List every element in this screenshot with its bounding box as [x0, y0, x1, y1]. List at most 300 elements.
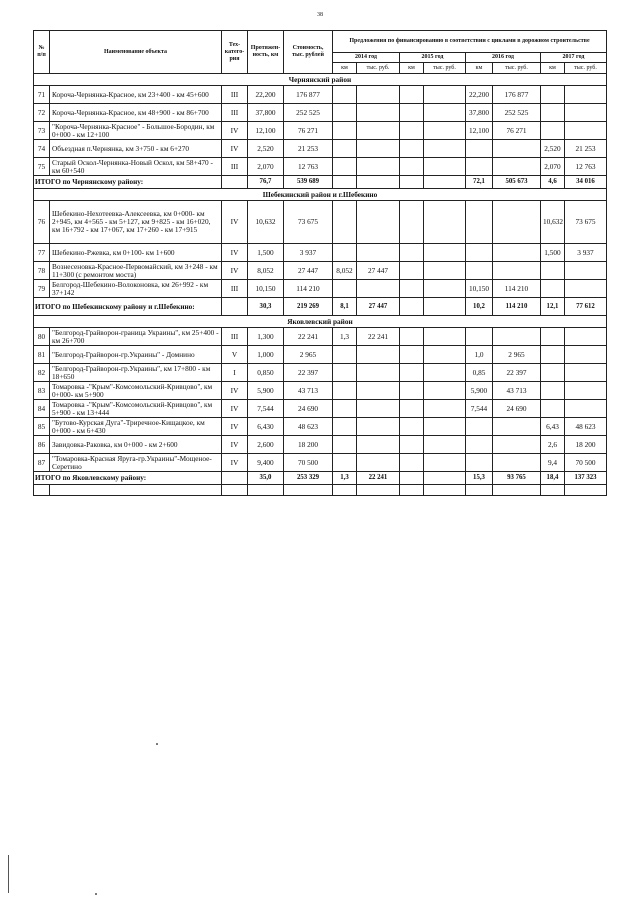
financing-y2015rub [424, 140, 466, 158]
row-number: 71 [34, 86, 50, 104]
table-row [34, 122, 607, 140]
empty-cell [50, 485, 222, 496]
financing-y2015km [400, 86, 424, 104]
financing-y2015km [400, 382, 424, 400]
financing-y2017rub: 48 623 [565, 418, 607, 436]
table-row [34, 104, 607, 122]
table-header [34, 31, 607, 74]
row-number: 73 [34, 122, 50, 140]
financing-y2015km [400, 244, 424, 262]
road-cost: 73 675 [284, 201, 333, 244]
table-row [34, 280, 607, 298]
financing-y2014rub [357, 244, 400, 262]
financing-y2015rub [424, 364, 466, 382]
total-y2017rub: 77 612 [565, 298, 607, 316]
road-category: I [222, 364, 248, 382]
section-header-row [34, 316, 607, 328]
empty-cell [541, 485, 565, 496]
financing-y2014km: 8,052 [333, 262, 357, 280]
financing-y2014km [333, 346, 357, 364]
financing-y2016rub: 2 965 [493, 346, 541, 364]
financing-y2015km [400, 280, 424, 298]
row-number: 72 [34, 104, 50, 122]
road-category: IV [222, 140, 248, 158]
total-y2017km: 4,6 [541, 176, 565, 189]
road-category: III [222, 86, 248, 104]
header-unit-rub: тыс. руб. [357, 63, 400, 74]
empty-cell [565, 485, 607, 496]
financing-y2014km [333, 382, 357, 400]
financing-y2016km: 1,0 [466, 346, 493, 364]
financing-y2014rub [357, 400, 400, 418]
financing-y2014km [333, 280, 357, 298]
financing-y2015km [400, 364, 424, 382]
scan-edge-mark [8, 855, 9, 893]
financing-y2017rub [565, 122, 607, 140]
table-row [34, 86, 607, 104]
financing-table [33, 30, 607, 496]
financing-y2014rub [357, 364, 400, 382]
object-name: Томаровка -"Крым"-Комсомольский-Кривцово", км 0+000- км 5+900 [50, 382, 222, 400]
financing-y2016rub: 24 690 [493, 400, 541, 418]
row-number: 79 [34, 280, 50, 298]
road-length: 2,070 [248, 158, 284, 176]
financing-y2015km [400, 122, 424, 140]
row-number: 76 [34, 201, 50, 244]
total-category [222, 298, 248, 316]
financing-y2014km [333, 364, 357, 382]
road-category: V [222, 346, 248, 364]
financing-y2016km: 7,544 [466, 400, 493, 418]
empty-cell [424, 485, 466, 496]
total-y2017rub: 34 016 [565, 176, 607, 189]
financing-y2017rub [565, 280, 607, 298]
financing-y2016km [466, 158, 493, 176]
road-length: 22,200 [248, 86, 284, 104]
financing-y2014rub [357, 382, 400, 400]
financing-y2017km [541, 280, 565, 298]
financing-y2016km: 22,200 [466, 86, 493, 104]
total-cost: 253 329 [284, 472, 333, 485]
road-length: 2,600 [248, 436, 284, 454]
total-category [222, 176, 248, 189]
total-y2015rub [424, 176, 466, 189]
financing-y2017km [541, 346, 565, 364]
header-year-2015: 2015 год [400, 53, 466, 63]
financing-y2017km [541, 122, 565, 140]
financing-y2015rub [424, 436, 466, 454]
road-category: IV [222, 244, 248, 262]
object-name: Шебекино-Ржевка, км 0+100- км 1+600 [50, 244, 222, 262]
financing-y2015km [400, 140, 424, 158]
financing-y2016km: 0,85 [466, 364, 493, 382]
object-name: "Белгород-Грайворон-гр.Украины", км 17+800 - км 18+650 [50, 364, 222, 382]
road-cost: 48 623 [284, 418, 333, 436]
financing-y2014km [333, 201, 357, 244]
road-length: 1,300 [248, 328, 284, 346]
road-category: IV [222, 382, 248, 400]
financing-y2016km [466, 436, 493, 454]
header-unit-rub: тыс. руб. [493, 63, 541, 74]
financing-y2015rub [424, 244, 466, 262]
financing-y2017rub: 18 200 [565, 436, 607, 454]
total-length: 30,3 [248, 298, 284, 316]
financing-y2016rub [493, 244, 541, 262]
financing-y2016km: 37,800 [466, 104, 493, 122]
road-length: 7,544 [248, 400, 284, 418]
empty-cell [466, 485, 493, 496]
financing-y2016km [466, 328, 493, 346]
header-unit-rub: тыс. руб. [565, 63, 607, 74]
financing-y2016km: 5,900 [466, 382, 493, 400]
financing-y2014km [333, 104, 357, 122]
road-length: 2,520 [248, 140, 284, 158]
road-cost: 76 271 [284, 122, 333, 140]
road-length: 10,150 [248, 280, 284, 298]
row-number: 84 [34, 400, 50, 418]
financing-y2015km [400, 436, 424, 454]
financing-y2014rub [357, 454, 400, 472]
header-unit-km: км [400, 63, 424, 74]
financing-y2016km [466, 244, 493, 262]
total-y2014rub [357, 176, 400, 189]
table-row [34, 346, 607, 364]
object-name: Завидовка-Раковка, км 0+000 - км 2+600 [50, 436, 222, 454]
financing-y2017rub: 73 675 [565, 201, 607, 244]
financing-y2017km: 9,4 [541, 454, 565, 472]
financing-y2015rub [424, 418, 466, 436]
financing-y2017rub [565, 364, 607, 382]
total-y2014km: 8,1 [333, 298, 357, 316]
financing-y2015rub [424, 400, 466, 418]
financing-y2016km [466, 454, 493, 472]
financing-y2016rub: 114 210 [493, 280, 541, 298]
object-name: Вознесеновка-Красное-Первомайский, км 3+248 - км 11+300 (с ремонтом моста) [50, 262, 222, 280]
financing-y2015rub [424, 280, 466, 298]
road-cost: 22 397 [284, 364, 333, 382]
row-number: 75 [34, 158, 50, 176]
financing-y2016rub [493, 328, 541, 346]
empty-cell [34, 485, 50, 496]
financing-y2016km [466, 140, 493, 158]
total-length: 35,0 [248, 472, 284, 485]
financing-y2017km: 2,6 [541, 436, 565, 454]
road-cost: 27 447 [284, 262, 333, 280]
financing-y2014km [333, 436, 357, 454]
table-row [34, 140, 607, 158]
header-name: Наименование объекта [50, 31, 222, 74]
road-length: 1,500 [248, 244, 284, 262]
total-length: 76,7 [248, 176, 284, 189]
road-cost: 43 713 [284, 382, 333, 400]
financing-y2015km [400, 328, 424, 346]
object-name: Короча-Чернянка-Красное, км 48+900 - км 86+700 [50, 104, 222, 122]
financing-y2014rub [357, 86, 400, 104]
financing-y2014km [333, 140, 357, 158]
total-y2017rub: 137 323 [565, 472, 607, 485]
total-y2014rub: 22 241 [357, 472, 400, 485]
financing-y2016rub [493, 436, 541, 454]
financing-y2017km [541, 400, 565, 418]
financing-y2014rub [357, 201, 400, 244]
road-length: 5,900 [248, 382, 284, 400]
road-length: 8,052 [248, 262, 284, 280]
financing-y2014rub [357, 158, 400, 176]
road-cost: 22 241 [284, 328, 333, 346]
total-row [34, 298, 607, 316]
financing-y2016rub [493, 140, 541, 158]
total-y2017km: 18,4 [541, 472, 565, 485]
financing-y2017rub [565, 400, 607, 418]
empty-cell [222, 485, 248, 496]
header-year-2016: 2016 год [466, 53, 541, 63]
road-category: IV [222, 400, 248, 418]
financing-y2014km [333, 400, 357, 418]
row-number: 80 [34, 328, 50, 346]
financing-y2014km: 1,3 [333, 328, 357, 346]
total-y2016rub: 114 210 [493, 298, 541, 316]
financing-y2017rub [565, 382, 607, 400]
financing-y2016rub [493, 201, 541, 244]
financing-y2017km [541, 364, 565, 382]
header-unit-km: км [333, 63, 357, 74]
road-category: IV [222, 201, 248, 244]
total-y2016rub: 93 765 [493, 472, 541, 485]
financing-y2017rub [565, 86, 607, 104]
financing-y2017rub: 12 763 [565, 158, 607, 176]
total-row [34, 472, 607, 485]
financing-y2014km [333, 122, 357, 140]
page-number: 38 [317, 12, 323, 18]
financing-y2016rub: 252 525 [493, 104, 541, 122]
table-body [34, 74, 607, 496]
road-category: IV [222, 436, 248, 454]
financing-y2016rub [493, 262, 541, 280]
financing-y2016rub: 43 713 [493, 382, 541, 400]
road-cost: 252 525 [284, 104, 333, 122]
row-number: 83 [34, 382, 50, 400]
road-cost: 70 500 [284, 454, 333, 472]
object-name: Белгород-Шебекино-Волоконовка, км 26+992 - км 37+142 [50, 280, 222, 298]
row-number: 82 [34, 364, 50, 382]
financing-y2015rub [424, 454, 466, 472]
empty-cell [333, 485, 357, 496]
road-cost: 114 210 [284, 280, 333, 298]
header-category: Тех-катего-рия [222, 31, 248, 74]
financing-y2017km: 2,520 [541, 140, 565, 158]
total-y2015rub [424, 472, 466, 485]
financing-y2014km [333, 244, 357, 262]
financing-y2015rub [424, 86, 466, 104]
financing-y2017km [541, 382, 565, 400]
object-name: "Короча-Чернянка-Красное" - Большое-Бородин, км 0+000 - км 12+100 [50, 122, 222, 140]
header-unit-rub: тыс. руб. [424, 63, 466, 74]
financing-y2017rub: 70 500 [565, 454, 607, 472]
road-length: 6,430 [248, 418, 284, 436]
empty-cell [357, 485, 400, 496]
table-row [34, 244, 607, 262]
financing-y2016rub [493, 418, 541, 436]
total-cost: 539 689 [284, 176, 333, 189]
total-label: ИТОГО по Чернянскому району: [34, 176, 222, 189]
financing-y2015rub [424, 328, 466, 346]
total-y2015rub [424, 298, 466, 316]
road-category: IV [222, 262, 248, 280]
road-cost: 176 877 [284, 86, 333, 104]
financing-y2015rub [424, 346, 466, 364]
row-number: 77 [34, 244, 50, 262]
financing-y2016km: 10,150 [466, 280, 493, 298]
total-y2016rub: 505 673 [493, 176, 541, 189]
table-row [34, 418, 607, 436]
total-label: ИТОГО по Шебекинскому району и г.Шебекино: [34, 298, 222, 316]
total-y2014km: 1,3 [333, 472, 357, 485]
financing-y2015rub [424, 122, 466, 140]
financing-y2016rub [493, 158, 541, 176]
header-year-2014: 2014 год [333, 53, 400, 63]
financing-y2014rub [357, 140, 400, 158]
header-length: Протяжен-ность, км [248, 31, 284, 74]
header-unit-km: км [541, 63, 565, 74]
row-number: 86 [34, 436, 50, 454]
road-length: 37,800 [248, 104, 284, 122]
road-category: IV [222, 122, 248, 140]
road-length: 12,100 [248, 122, 284, 140]
total-y2014km [333, 176, 357, 189]
road-category: IV [222, 454, 248, 472]
financing-y2015rub [424, 104, 466, 122]
total-cost: 219 269 [284, 298, 333, 316]
road-category: III [222, 158, 248, 176]
table-row [34, 436, 607, 454]
financing-y2016km [466, 201, 493, 244]
financing-y2015km [400, 346, 424, 364]
road-category: III [222, 280, 248, 298]
road-length: 1,000 [248, 346, 284, 364]
road-category: III [222, 104, 248, 122]
road-cost: 2 965 [284, 346, 333, 364]
table-row [34, 454, 607, 472]
section-title: Яковлевский район [34, 316, 607, 328]
header-year-2017: 2017 год [541, 53, 607, 63]
row-number: 74 [34, 140, 50, 158]
object-name: "Белгород-Грайворон-гр.Украины" - Домнино [50, 346, 222, 364]
financing-y2014km [333, 158, 357, 176]
total-y2016km: 10,2 [466, 298, 493, 316]
table-row [34, 400, 607, 418]
total-label: ИТОГО по Яковлевскому району: [34, 472, 222, 485]
road-length: 0,850 [248, 364, 284, 382]
financing-y2017km: 2,070 [541, 158, 565, 176]
financing-y2017rub [565, 346, 607, 364]
financing-y2015km [400, 400, 424, 418]
financing-y2015rub [424, 158, 466, 176]
financing-y2017km [541, 262, 565, 280]
object-name: Старый Оскол-Чернянка-Новый Оскол, км 58+470 - км 60+540 [50, 158, 222, 176]
object-name: Короча-Чернянка-Красное, км 23+400 - км 45+600 [50, 86, 222, 104]
scan-speck [156, 743, 158, 745]
financing-y2017km: 10,632 [541, 201, 565, 244]
empty-cell [284, 485, 333, 496]
object-name: "Бутово-Курская Дуга"-Триречное-Кищацкое, км 0+000 - км 6+430 [50, 418, 222, 436]
financing-y2017rub: 21 253 [565, 140, 607, 158]
financing-y2017km [541, 86, 565, 104]
financing-y2017rub: 3 937 [565, 244, 607, 262]
financing-y2015rub [424, 201, 466, 244]
financing-y2017km: 6,43 [541, 418, 565, 436]
section-title: Чернянский район [34, 74, 607, 86]
financing-y2016km: 12,100 [466, 122, 493, 140]
financing-y2017rub [565, 104, 607, 122]
financing-y2016km [466, 418, 493, 436]
table-row [34, 201, 607, 244]
financing-y2016km [466, 262, 493, 280]
section-title: Шебекинский район и г.Шебекино [34, 189, 607, 201]
road-cost: 12 763 [284, 158, 333, 176]
total-y2017km: 12,1 [541, 298, 565, 316]
empty-cell [493, 485, 541, 496]
table-row [34, 382, 607, 400]
total-y2015km [400, 298, 424, 316]
financing-y2015km [400, 201, 424, 244]
financing-y2015km [400, 454, 424, 472]
header-cost: Стоимость, тыс. рублей [284, 31, 333, 74]
financing-y2014rub: 27 447 [357, 262, 400, 280]
total-y2016km: 15,3 [466, 472, 493, 485]
financing-y2015km [400, 158, 424, 176]
object-name: Шебекино-Нехотеевка-Алексеевка, км 0+000- км 2+945, км 4+565 - км 5+127, км 9+825 - км 16+020, км 16+792 - км 17+067, км 17+260 - км 17+915 [50, 201, 222, 244]
total-y2015km [400, 472, 424, 485]
financing-y2015rub [424, 262, 466, 280]
road-cost: 24 690 [284, 400, 333, 418]
financing-y2017rub [565, 328, 607, 346]
object-name: Объездная п.Чернянка, км 3+750 - км 6+270 [50, 140, 222, 158]
road-cost: 18 200 [284, 436, 333, 454]
section-header-row [34, 74, 607, 86]
road-category: III [222, 328, 248, 346]
road-cost: 3 937 [284, 244, 333, 262]
road-category: IV [222, 418, 248, 436]
financing-y2014rub [357, 280, 400, 298]
object-name: "Белгород-Грайворон-граница Украины", км 25+400 - км 26+700 [50, 328, 222, 346]
road-length: 9,400 [248, 454, 284, 472]
financing-y2016rub [493, 454, 541, 472]
financing-y2015km [400, 262, 424, 280]
row-number: 78 [34, 262, 50, 280]
scan-speck [95, 893, 97, 895]
financing-y2014rub [357, 418, 400, 436]
empty-cell [248, 485, 284, 496]
financing-y2014rub [357, 104, 400, 122]
total-y2014rub: 27 447 [357, 298, 400, 316]
financing-y2017km: 1,500 [541, 244, 565, 262]
financing-y2015km [400, 418, 424, 436]
financing-y2017km [541, 104, 565, 122]
header-financing: Предложения по финансированию в соответствии с циклами в дорожном строительстве [333, 31, 607, 53]
empty-cell [400, 485, 424, 496]
table-row [34, 158, 607, 176]
section-header-row [34, 189, 607, 201]
financing-y2015km [400, 104, 424, 122]
row-number: 87 [34, 454, 50, 472]
financing-y2014km [333, 418, 357, 436]
financing-y2016rub: 22 397 [493, 364, 541, 382]
financing-y2014km [333, 454, 357, 472]
financing-y2016rub: 176 877 [493, 86, 541, 104]
table-row [34, 328, 607, 346]
financing-y2014rub: 22 241 [357, 328, 400, 346]
financing-y2015rub [424, 382, 466, 400]
